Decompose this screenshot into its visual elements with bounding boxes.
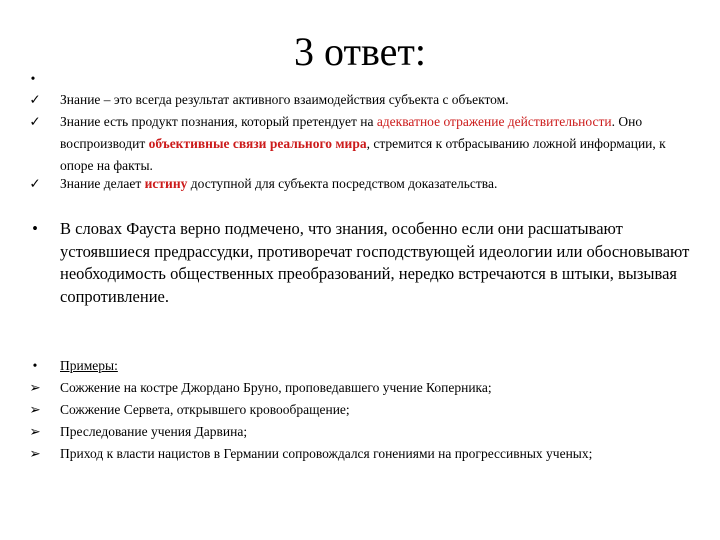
list-item (60, 89, 685, 111)
list-item: Преследование учения Дарвина; (60, 424, 248, 439)
item-text: Знание есть продукт познания, который претендует на (60, 114, 377, 129)
highlight-bold-text: истину (144, 176, 188, 191)
item-text: . Оно воспроизводит (60, 114, 643, 151)
list-item (60, 111, 685, 177)
check-icon: ✓ (29, 114, 41, 129)
examples-heading: Примеры: (60, 358, 118, 373)
arrow-bullet-icon: ➢ (29, 424, 41, 439)
highlight-bold-text: объективные связи реального мира (148, 136, 367, 151)
slide-title: 3 ответ: (294, 29, 426, 74)
list-item: Сожжение Сервета, открывшего кровообращение; (60, 402, 350, 417)
list-item: Приход к власти нацистов в Германии сопровождался гонениями на прогрессивных ученых; (60, 446, 593, 461)
bullet-dot-icon: • (30, 71, 36, 86)
bullet-dot-icon: • (32, 358, 38, 373)
arrow-bullet-icon: ➢ (29, 446, 41, 461)
check-icon: ✓ (29, 176, 41, 191)
item-text: Знание – это всегда результат активного взаимодействия субъекта с объектом. (60, 92, 509, 107)
item-text: доступной для субъекта посредством доказательства. (187, 176, 498, 191)
check-icon: ✓ (29, 92, 41, 107)
highlight-text: адекватное отражение действительности (376, 114, 612, 129)
faust-paragraph: В словах Фауста верно подмечено, что знания, особенно если они расшатывают устоявшиеся предрассудки, противоречат господствующей идеологии или обосновывают необходимость общественных преобразований, нередко встречаются в штыки, вызывая сопротивление. (60, 219, 690, 306)
list-item (60, 173, 685, 195)
arrow-bullet-icon: ➢ (29, 402, 41, 417)
bullet-dot-icon: • (32, 219, 38, 238)
item-text: Знание делает (60, 176, 145, 191)
list-item: Сожжение на костре Джордано Бруно, проповедавшего учение Коперника; (60, 380, 492, 395)
item-text: , стремится к отбрасыванию ложной информации, к опоре на факты. (60, 136, 666, 173)
arrow-bullet-icon: ➢ (29, 380, 41, 395)
